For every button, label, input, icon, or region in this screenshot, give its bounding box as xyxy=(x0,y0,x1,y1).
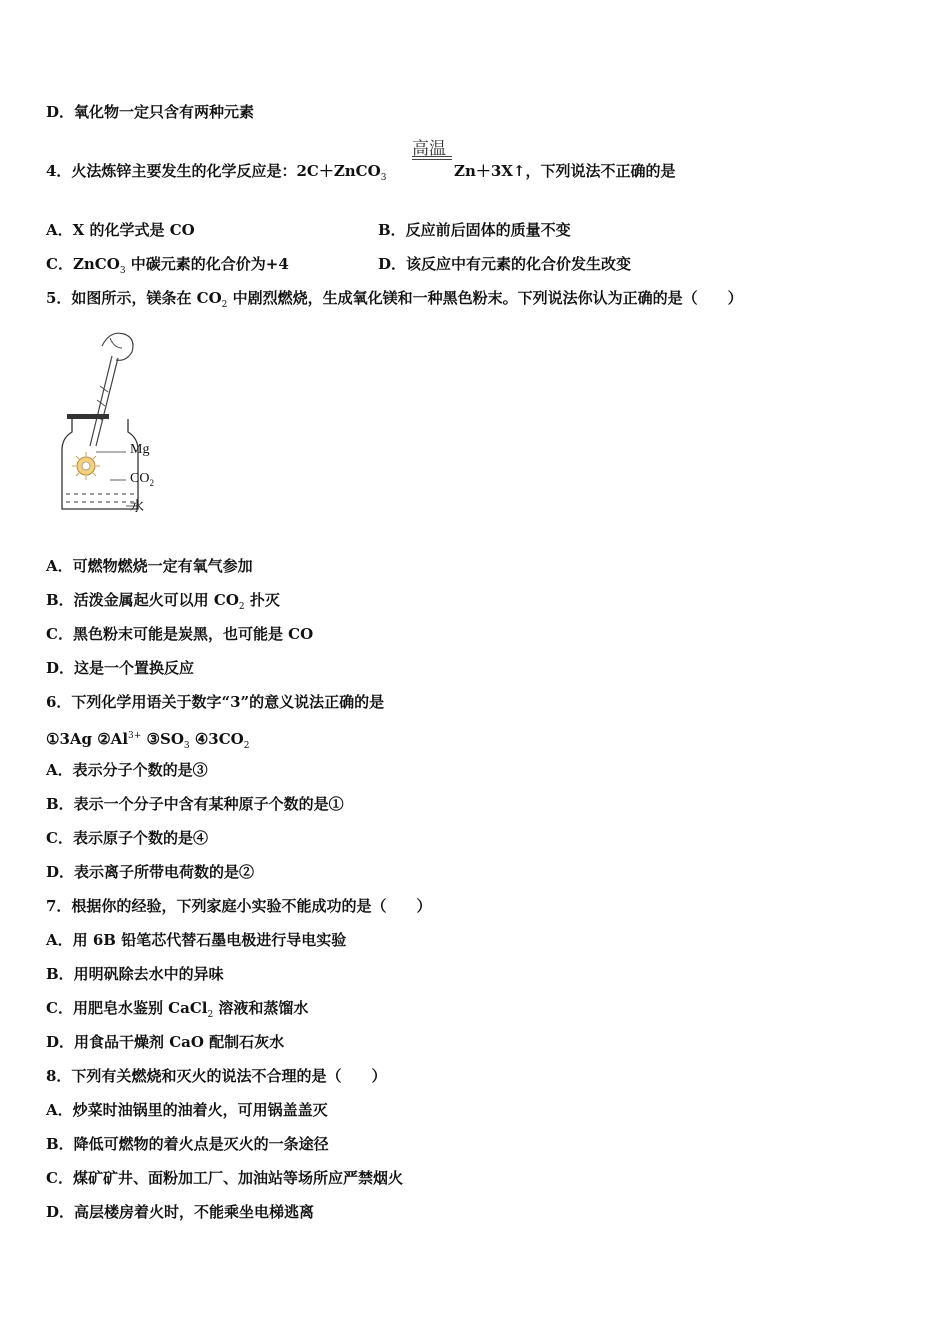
gas-bottle xyxy=(62,419,138,509)
q4-reaction-condition: 高温 xyxy=(412,139,446,159)
q7-option-c: C．用肥皂水鉴别 CaCl$_2$ 溶液和蒸馏水 xyxy=(46,999,309,1020)
q8-stem: 8．下列有关燃烧和灭火的说法不合理的是（ ） xyxy=(46,1067,387,1085)
q5-option-c: C．黑色粉末可能是炭黑，也可能是 CO xyxy=(46,625,314,643)
q6-option-b: B．表示一个分子中含有某种原子个数的是① xyxy=(46,795,344,813)
q8-option-a: A．炒菜时油锅里的油着火，可用锅盖盖灭 xyxy=(46,1101,328,1119)
q8-option-b: B．降低可燃物的着火点是灭火的一条途径 xyxy=(46,1135,329,1153)
label-mg: Mg xyxy=(130,442,150,457)
q7-option-d: D．用食品干燥剂 CaO 配制石灰水 xyxy=(46,1033,285,1051)
label-co2: $CO_2$ xyxy=(130,471,154,488)
q4-option-b: B．反应前后固体的质量不变 xyxy=(378,221,571,239)
q4-equal-line-top xyxy=(412,156,452,157)
q7-option-b: B．用明矾除去水中的异味 xyxy=(46,965,224,983)
q6-option-a: A．表示分子个数的是③ xyxy=(46,761,208,779)
label-water: 水 xyxy=(130,500,144,515)
q6-items: ①3Ag $②Al^{3+}$ $③SO_3$ $④3CO_2$ xyxy=(46,730,250,751)
q6-option-d: D．表示离子所带电荷数的是② xyxy=(46,863,255,881)
q4-option-d: D．该反应中有元素的化合价发生改变 xyxy=(378,255,632,273)
q7-option-a: A．用 6B 铅笔芯代替石墨电极进行导电实验 xyxy=(46,931,347,949)
q4-option-a: A．X 的化学式是 CO xyxy=(46,221,195,239)
q5-figure xyxy=(50,326,180,516)
q7-stem: 7．根据你的经验，下列家庭小实验不能成功的是（ ） xyxy=(46,897,432,915)
tongs-icon xyxy=(90,356,112,446)
glass-plate xyxy=(67,414,109,419)
magnesium-burning-diagram xyxy=(50,326,180,516)
q4-option-c: C．ZnCO$_3$ 中碳元素的化合价为+4 xyxy=(46,255,289,276)
q8-option-d: D．高层楼房着火时，不能乘坐电梯逃离 xyxy=(46,1203,315,1221)
q3-option-d: D．氧化物一定只含有两种元素 xyxy=(46,103,255,121)
q4-stem: 4．火法炼锌主要发生的化学反应是：2C＋ZnCO$_3$ xyxy=(46,162,387,183)
q5-option-d: D．这是一个置换反应 xyxy=(46,659,195,677)
q5-stem: 5．如图所示，镁条在 $CO_2$ 中剧烈燃烧，生成氧化镁和一种黑色粉末。下列说法你认为正确的是（ ） xyxy=(46,289,743,310)
q5-option-b: B．活泼金属起火可以用 $CO_2$ 扑灭 xyxy=(46,591,280,612)
q8-option-c: C．煤矿矿井、面粉加工厂、加油站等场所应严禁烟火 xyxy=(46,1169,403,1187)
q6-stem: 6．下列化学用语关于数字“3”的意义说法正确的是 xyxy=(46,693,385,711)
q6-option-c: C．表示原子个数的是④ xyxy=(46,829,208,847)
q5-option-a: A．可燃物燃烧一定有氧气参加 xyxy=(46,557,253,575)
q4-equal-line-bottom xyxy=(412,159,452,160)
q4-stem-product: Zn＋3X↑，下列说法不正确的是 xyxy=(454,162,676,180)
